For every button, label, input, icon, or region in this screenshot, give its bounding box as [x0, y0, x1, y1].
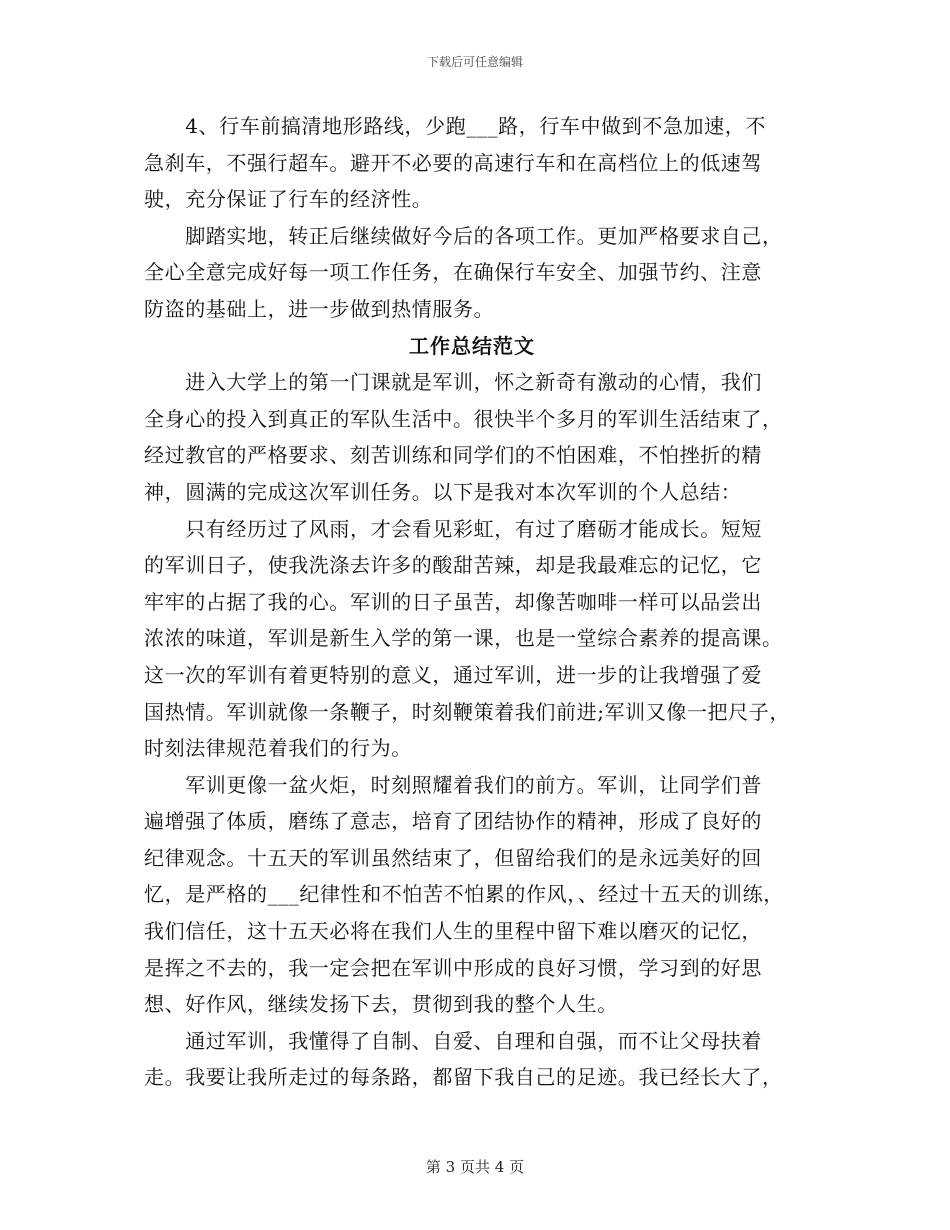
text-line: 脚踏实地，转正后继续做好今后的各项工作。更加严格要求自己， — [144, 223, 783, 248]
text-line: 想、好作风，继续发扬下去，贯彻到我的整个人生。 — [144, 992, 618, 1017]
text-line: 神，圆满的完成这次军训任务。以下是我对本次军训的个人总结： — [144, 479, 742, 504]
text-line: 驶，充分保证了行车的经济性。 — [144, 187, 433, 212]
text-line: 只有经历过了风雨，才会看见彩虹，有过了磨砺才能成长。短短 — [144, 516, 762, 541]
text-line: 国热情。军训就像一条鞭子，时刻鞭策着我们前进;军训又像一把尺子， — [144, 699, 790, 724]
text-line: 这一次的军训有着更特别的意义，通过军训，进一步的让我增强了爱 — [144, 662, 762, 687]
section-title: 工作总结范文 — [409, 333, 535, 358]
text-line: 全身心的投入到真正的军队生活中。很快半个多月的军训生活结束了， — [144, 406, 783, 431]
text-line: 牢牢的占据了我的心。军训的日子虽苦，却像苦咖啡一样可以品尝出 — [144, 589, 762, 614]
text-line: 进入大学上的第一门课就是军训，怀之新奇有激动的心情，我们 — [144, 370, 762, 395]
text-line: 走。我要让我所走过的每条路，都留下我自己的足迹。我已经长大了， — [144, 1065, 783, 1090]
text-line: 我们信任，这十五天必将在我们人生的里程中留下难以磨灭的记忆， — [144, 919, 762, 944]
text-line: 的军训日子，使我洗涤去许多的酸甜苦辣，却是我最难忘的记忆，它 — [144, 553, 762, 578]
text-line: 时刻法律规范着我们的行为。 — [144, 736, 412, 761]
document-body — [144, 108, 816, 1096]
text-line: 防盗的基础上，进一步做到热情服务。 — [144, 296, 495, 321]
page-footer: 第 3 页共 4 页 — [425, 1158, 525, 1176]
text-line: 忆，是严格的___纪律性和不怕苦不怕累的作风，、经过十五天的训练， — [144, 882, 784, 907]
text-line: 急刹车，不强行超车。避开不必要的高速行车和在高档位上的低速驾 — [144, 150, 762, 175]
text-line: 经过教官的严格要求、刻苦训练和同学们的不怕困难，不怕挫折的精 — [144, 443, 762, 468]
text-line: 4、行车前搞清地形路线，少跑___路，行车中做到不急加速，不 — [144, 114, 766, 138]
text-line: 遍增强了体质，磨练了意志，培育了团结协作的精神，形成了良好的 — [144, 809, 762, 834]
text-line: 纪律观念。十五天的军训虽然结束了，但留给我们的是永远美好的回 — [144, 845, 762, 870]
text-line: 全心全意完成好每一项工作任务，在确保行车安全、加强节约、注意 — [144, 260, 762, 285]
text-line: 军训更像一盆火炬，时刻照耀着我们的前方。军训，让同学们普 — [144, 772, 762, 797]
text-line: 是挥之不去的，我一定会把在军训中形成的良好习惯，学习到的好思 — [144, 955, 762, 980]
text-line: 浓浓的味道，军训是新生入学的第一课，也是一堂综合素养的提高课。 — [144, 626, 783, 651]
page-header: 下载后可任意编辑 — [426, 55, 523, 69]
text-line: 通过军训，我懂得了自制、自爱、自理和自强，而不让父母扶着 — [144, 1028, 762, 1053]
